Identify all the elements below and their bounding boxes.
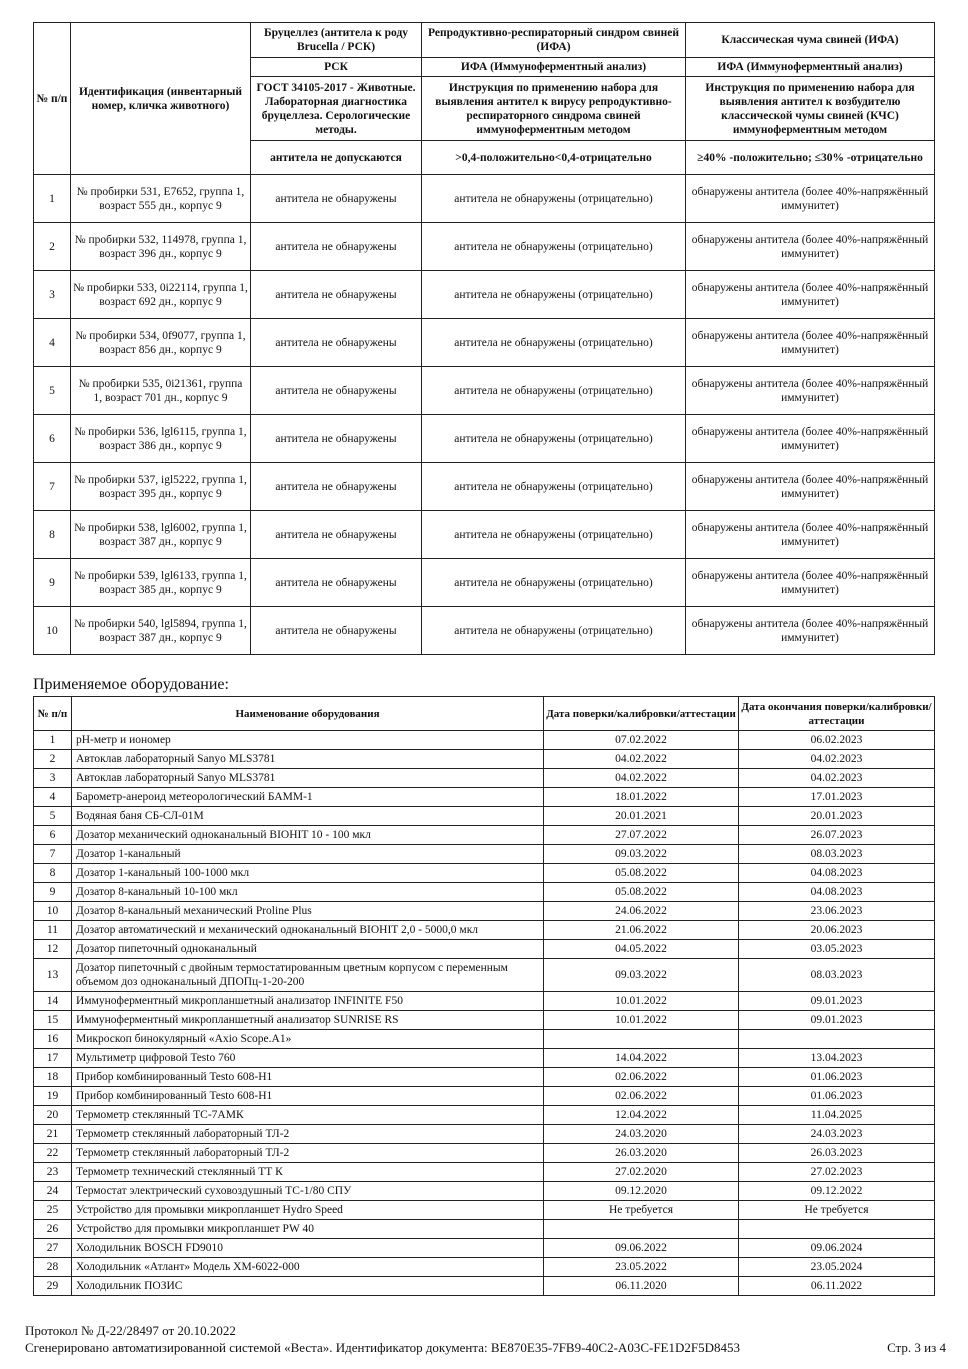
equipment-table <box>33 696 935 1296</box>
row-num: 18 <box>34 1068 72 1087</box>
date-from: 26.03.2020 <box>544 1144 739 1163</box>
date-to: 04.02.2023 <box>739 769 935 788</box>
equipment-name: Термометр стеклянный лабораторный ТЛ-2 <box>72 1125 544 1144</box>
normative-prrs: Инструкция по применению набора для выявления антител к вирусу репродуктивно-респираторного синдрома свиней иммуноферментным методом <box>422 77 686 141</box>
date-from: 27.02.2020 <box>544 1163 739 1182</box>
date-to: 20.06.2023 <box>739 921 935 940</box>
normative-brucella: ГОСТ 34105-2017 - Животные. Лабораторная диагностика бруцеллеза. Серологические методы. <box>251 77 422 141</box>
table-row <box>34 826 935 845</box>
date-to: 03.05.2023 <box>739 940 935 959</box>
table-row <box>34 559 935 607</box>
equipment-name: Мультиметр цифровой Testo 760 <box>72 1049 544 1068</box>
row-num: 7 <box>34 845 72 864</box>
row-num: 16 <box>34 1030 72 1049</box>
table-row <box>34 1239 935 1258</box>
table-row <box>34 319 935 367</box>
date-to: 20.01.2023 <box>739 807 935 826</box>
row-num: 20 <box>34 1106 72 1125</box>
date-from: 24.06.2022 <box>544 902 739 921</box>
table-row <box>34 750 935 769</box>
table-row <box>34 607 935 655</box>
equipment-name: Автоклав лабораторный Sanyo MLS3781 <box>72 769 544 788</box>
equipment-name: Термометр технический стеклянный ТТ К <box>72 1163 544 1182</box>
row-num: 15 <box>34 1011 72 1030</box>
row-num: 17 <box>34 1049 72 1068</box>
header-date-to: Дата окончания поверки/калибровки/аттестации <box>739 697 935 731</box>
equipment-name: Холодильник ПОЗИС <box>72 1277 544 1296</box>
date-to: 09.01.2023 <box>739 1011 935 1030</box>
result-brucella: антитела не обнаружены <box>251 463 422 511</box>
date-from: 04.02.2022 <box>544 750 739 769</box>
table-row <box>34 1144 935 1163</box>
row-num: 9 <box>34 559 71 607</box>
row-num: 13 <box>34 959 72 992</box>
date-to: 01.06.2023 <box>739 1068 935 1087</box>
table-row <box>34 1258 935 1277</box>
table-row <box>34 1068 935 1087</box>
equipment-name: Дозатор 8-канальный механический Proline Plus <box>72 902 544 921</box>
result-prrs: антитела не обнаружены (отрицательно) <box>422 415 686 463</box>
date-from: 12.04.2022 <box>544 1106 739 1125</box>
equipment-name: pH-метр и иономер <box>72 731 544 750</box>
table-row <box>34 1220 935 1239</box>
header-num: № п/п <box>34 697 72 731</box>
generated-by: Сгенерировано автоматизированной системой «Веста». Идентификатор документа: BE870E35-7FB9-40C2-A03C-FE1D2F5D8453 <box>25 1340 740 1355</box>
table-row <box>34 731 935 750</box>
row-num: 26 <box>34 1220 72 1239</box>
result-prrs: антитела не обнаружены (отрицательно) <box>422 559 686 607</box>
row-num: 22 <box>34 1144 72 1163</box>
norm-prrs: >0,4-положительно<0,4-отрицательно <box>422 141 686 175</box>
date-from: 10.01.2022 <box>544 1011 739 1030</box>
equipment-name: Прибор комбинированный Testo 608-H1 <box>72 1087 544 1106</box>
date-from: 14.04.2022 <box>544 1049 739 1068</box>
page-number: Стр. 3 из 4 <box>887 1340 946 1355</box>
equipment-name: Холодильник BOSCH FD9010 <box>72 1239 544 1258</box>
result-csf: обнаружены антитела (более 40%-напряжённый иммунитет) <box>686 271 935 319</box>
result-csf: обнаружены антитела (более 40%-напряжённый иммунитет) <box>686 319 935 367</box>
row-num: 8 <box>34 864 72 883</box>
equipment-name: Прибор комбинированный Testo 608-H1 <box>72 1068 544 1087</box>
header-date-from: Дата поверки/калибровки/аттестации <box>544 697 739 731</box>
date-from: 27.07.2022 <box>544 826 739 845</box>
row-num: 3 <box>34 769 72 788</box>
equipment-name: Холодильник «Атлант» Модель ХМ-6022-000 <box>72 1258 544 1277</box>
date-from: 09.06.2022 <box>544 1239 739 1258</box>
equipment-name: Автоклав лабораторный Sanyo MLS3781 <box>72 750 544 769</box>
norm-csf: ≥40% -положительно; ≤30% -отрицательно <box>686 141 935 175</box>
method-brucella: РСК <box>251 58 422 77</box>
row-num: 4 <box>34 319 71 367</box>
row-num: 6 <box>34 826 72 845</box>
equipment-name: Дозатор 8-канальный 10-100 мкл <box>72 883 544 902</box>
date-from: 24.03.2020 <box>544 1125 739 1144</box>
animal-id: № пробирки 538, lgl6002, группа 1, возраст 387 дн., корпус 9 <box>71 511 251 559</box>
date-from: 09.03.2022 <box>544 959 739 992</box>
equipment-name: Термометр стеклянный ТС-7АМК <box>72 1106 544 1125</box>
table-row <box>34 271 935 319</box>
result-prrs: антитела не обнаружены (отрицательно) <box>422 463 686 511</box>
date-from: 07.02.2022 <box>544 731 739 750</box>
result-brucella: антитела не обнаружены <box>251 319 422 367</box>
result-brucella: антитела не обнаружены <box>251 223 422 271</box>
table-row <box>34 788 935 807</box>
row-num: 23 <box>34 1163 72 1182</box>
method-prrs: ИФА (Иммуноферментный анализ) <box>422 58 686 77</box>
row-num: 4 <box>34 788 72 807</box>
results-table <box>33 22 935 655</box>
table-row <box>34 511 935 559</box>
header-test-prrs: Репродуктивно-респираторный синдром свиней (ИФА) <box>422 23 686 58</box>
result-csf: обнаружены антитела (более 40%-напряжённый иммунитет) <box>686 367 935 415</box>
date-to: 06.02.2023 <box>739 731 935 750</box>
date-from <box>544 1030 739 1049</box>
date-from: 09.03.2022 <box>544 845 739 864</box>
equipment-name: Термометр стеклянный лабораторный ТЛ-2 <box>72 1144 544 1163</box>
date-to: 04.08.2023 <box>739 864 935 883</box>
animal-id: № пробирки 533, 0i22114, группа 1, возраст 692 дн., корпус 9 <box>71 271 251 319</box>
table-row <box>34 883 935 902</box>
date-to <box>739 1220 935 1239</box>
result-brucella: антитела не обнаружены <box>251 607 422 655</box>
table-row <box>34 1182 935 1201</box>
result-csf: обнаружены антитела (более 40%-напряжённый иммунитет) <box>686 175 935 223</box>
result-prrs: антитела не обнаружены (отрицательно) <box>422 367 686 415</box>
equipment-section-title: Применяемое оборудование: <box>33 676 229 693</box>
method-csf: ИФА (Иммуноферментный анализ) <box>686 58 935 77</box>
table-row <box>34 959 935 992</box>
header-test-brucella: Бруцеллез (антитела к роду Brucella / РСК) <box>251 23 422 58</box>
header-equipment-name: Наименование оборудования <box>72 697 544 731</box>
date-to: 08.03.2023 <box>739 959 935 992</box>
animal-id: № пробирки 540, lgl5894, группа 1, возраст 387 дн., корпус 9 <box>71 607 251 655</box>
table-row <box>34 921 935 940</box>
row-num: 6 <box>34 415 71 463</box>
date-to: 27.02.2023 <box>739 1163 935 1182</box>
row-num: 2 <box>34 223 71 271</box>
date-from: 04.05.2022 <box>544 940 739 959</box>
animal-id: № пробирки 539, lgl6133, группа 1, возраст 385 дн., корпус 9 <box>71 559 251 607</box>
table-row <box>34 415 935 463</box>
row-num: 10 <box>34 607 71 655</box>
date-to: 11.04.2025 <box>739 1106 935 1125</box>
result-brucella: антитела не обнаружены <box>251 415 422 463</box>
row-num: 7 <box>34 463 71 511</box>
table-row <box>34 845 935 864</box>
table-row <box>34 367 935 415</box>
date-to: 09.12.2022 <box>739 1182 935 1201</box>
row-num: 27 <box>34 1239 72 1258</box>
table-row <box>34 902 935 921</box>
equipment-name: Дозатор 1-канальный <box>72 845 544 864</box>
row-num: 1 <box>34 731 72 750</box>
date-to: Не требуется <box>739 1201 935 1220</box>
norm-brucella: антитела не допускаются <box>251 141 422 175</box>
date-from: Не требуется <box>544 1201 739 1220</box>
table-row <box>34 175 935 223</box>
date-to: 23.06.2023 <box>739 902 935 921</box>
result-csf: обнаружены антитела (более 40%-напряжённый иммунитет) <box>686 559 935 607</box>
date-to: 04.08.2023 <box>739 883 935 902</box>
row-num: 19 <box>34 1087 72 1106</box>
date-from: 04.02.2022 <box>544 769 739 788</box>
normative-csf: Инструкция по применению набора для выявления антител к возбудителю классической чумы свиней (КЧС) иммуноферментным методом <box>686 77 935 141</box>
table-row <box>34 1030 935 1049</box>
row-num: 8 <box>34 511 71 559</box>
table-row <box>34 1087 935 1106</box>
header-test-csf: Классическая чума свиней (ИФА) <box>686 23 935 58</box>
equipment-name: Дозатор пипеточный одноканальный <box>72 940 544 959</box>
row-num: 14 <box>34 992 72 1011</box>
row-num: 5 <box>34 807 72 826</box>
date-from: 18.01.2022 <box>544 788 739 807</box>
result-prrs: антитела не обнаружены (отрицательно) <box>422 607 686 655</box>
row-num: 21 <box>34 1125 72 1144</box>
result-csf: обнаружены антитела (более 40%-напряжённый иммунитет) <box>686 511 935 559</box>
result-brucella: антитела не обнаружены <box>251 271 422 319</box>
row-num: 3 <box>34 271 71 319</box>
result-brucella: антитела не обнаружены <box>251 511 422 559</box>
table-row <box>34 769 935 788</box>
protocol-number: Протокол № Д-22/28497 от 20.10.2022 <box>25 1323 236 1338</box>
date-from: 10.01.2022 <box>544 992 739 1011</box>
header-identification: Идентификация (инвентарный номер, кличка животного) <box>71 23 251 175</box>
equipment-name: Водяная баня СБ-СЛ-01М <box>72 807 544 826</box>
date-to: 26.07.2023 <box>739 826 935 845</box>
date-from: 21.06.2022 <box>544 921 739 940</box>
table-row <box>34 1201 935 1220</box>
row-num: 25 <box>34 1201 72 1220</box>
table-row <box>34 1163 935 1182</box>
date-to: 13.04.2023 <box>739 1049 935 1068</box>
animal-id: № пробирки 536, lgl6115, группа 1, возраст 386 дн., корпус 9 <box>71 415 251 463</box>
date-from: 09.12.2020 <box>544 1182 739 1201</box>
result-prrs: антитела не обнаружены (отрицательно) <box>422 223 686 271</box>
result-prrs: антитела не обнаружены (отрицательно) <box>422 175 686 223</box>
date-to: 17.01.2023 <box>739 788 935 807</box>
table-row <box>34 992 935 1011</box>
date-to: 24.03.2023 <box>739 1125 935 1144</box>
animal-id: № пробирки 531, E7652, группа 1, возраст 555 дн., корпус 9 <box>71 175 251 223</box>
table-row <box>34 1125 935 1144</box>
date-from: 05.08.2022 <box>544 883 739 902</box>
equipment-name: Барометр-анероид метеорологический БАММ-1 <box>72 788 544 807</box>
result-brucella: антитела не обнаружены <box>251 175 422 223</box>
equipment-name: Устройство для промывки микропланшет Hydro Speed <box>72 1201 544 1220</box>
row-num: 28 <box>34 1258 72 1277</box>
equipment-name: Иммуноферментный микропланшетный анализатор SUNRISE RS <box>72 1011 544 1030</box>
result-csf: обнаружены антитела (более 40%-напряжённый иммунитет) <box>686 463 935 511</box>
date-from: 20.01.2021 <box>544 807 739 826</box>
result-csf: обнаружены антитела (более 40%-напряжённый иммунитет) <box>686 415 935 463</box>
equipment-name: Дозатор пипеточный с двойным термостатированным цветным корпусом с переменным объемом доз одноканальный ДПОПц-1-20-200 <box>72 959 544 992</box>
row-num: 1 <box>34 175 71 223</box>
row-num: 29 <box>34 1277 72 1296</box>
date-from: 02.06.2022 <box>544 1087 739 1106</box>
result-brucella: антитела не обнаружены <box>251 367 422 415</box>
equipment-name: Дозатор автоматический и механический одноканальный BIOHIT 2,0 - 5000,0 мкл <box>72 921 544 940</box>
table-row <box>34 940 935 959</box>
result-csf: обнаружены антитела (более 40%-напряжённый иммунитет) <box>686 223 935 271</box>
date-to: 08.03.2023 <box>739 845 935 864</box>
row-num: 2 <box>34 750 72 769</box>
date-to: 06.11.2022 <box>739 1277 935 1296</box>
animal-id: № пробирки 534, 0f9077, группа 1, возраст 856 дн., корпус 9 <box>71 319 251 367</box>
equipment-name: Термостат электрический суховоздушный ТС-1/80 СПУ <box>72 1182 544 1201</box>
animal-id: № пробирки 535, 0i21361, группа 1, возраст 701 дн., корпус 9 <box>71 367 251 415</box>
date-from: 02.06.2022 <box>544 1068 739 1087</box>
table-row <box>34 1106 935 1125</box>
date-from: 06.11.2020 <box>544 1277 739 1296</box>
table-row <box>34 1011 935 1030</box>
date-from <box>544 1220 739 1239</box>
table-row <box>34 807 935 826</box>
result-prrs: антитела не обнаружены (отрицательно) <box>422 271 686 319</box>
row-num: 5 <box>34 367 71 415</box>
date-to: 26.03.2023 <box>739 1144 935 1163</box>
equipment-name: Дозатор механический одноканальный BIOHIT 10 - 100 мкл <box>72 826 544 845</box>
equipment-name: Устройство для промывки микропланшет PW 40 <box>72 1220 544 1239</box>
row-num: 24 <box>34 1182 72 1201</box>
equipment-name: Иммуноферментный микропланшетный анализатор INFINITE F50 <box>72 992 544 1011</box>
row-num: 9 <box>34 883 72 902</box>
table-row <box>34 1277 935 1296</box>
animal-id: № пробирки 532, 114978, группа 1, возраст 396 дн., корпус 9 <box>71 223 251 271</box>
equipment-name: Дозатор 1-канальный 100-1000 мкл <box>72 864 544 883</box>
row-num: 11 <box>34 921 72 940</box>
row-num: 12 <box>34 940 72 959</box>
table-row <box>34 864 935 883</box>
date-from: 23.05.2022 <box>544 1258 739 1277</box>
date-to: 09.06.2024 <box>739 1239 935 1258</box>
row-num: 10 <box>34 902 72 921</box>
result-prrs: антитела не обнаружены (отрицательно) <box>422 511 686 559</box>
date-from: 05.08.2022 <box>544 864 739 883</box>
animal-id: № пробирки 537, igl5222, группа 1, возраст 395 дн., корпус 9 <box>71 463 251 511</box>
date-to <box>739 1030 935 1049</box>
date-to: 04.02.2023 <box>739 750 935 769</box>
table-row <box>34 1049 935 1068</box>
date-to: 09.01.2023 <box>739 992 935 1011</box>
result-csf: обнаружены антитела (более 40%-напряжённый иммунитет) <box>686 607 935 655</box>
table-row <box>34 463 935 511</box>
result-prrs: антитела не обнаружены (отрицательно) <box>422 319 686 367</box>
date-to: 23.05.2024 <box>739 1258 935 1277</box>
table-row <box>34 223 935 271</box>
header-num: № п/п <box>34 23 71 175</box>
result-brucella: антитела не обнаружены <box>251 559 422 607</box>
date-to: 01.06.2023 <box>739 1087 935 1106</box>
equipment-name: Микроскоп бинокулярный «Axio Scope.A1» <box>72 1030 544 1049</box>
